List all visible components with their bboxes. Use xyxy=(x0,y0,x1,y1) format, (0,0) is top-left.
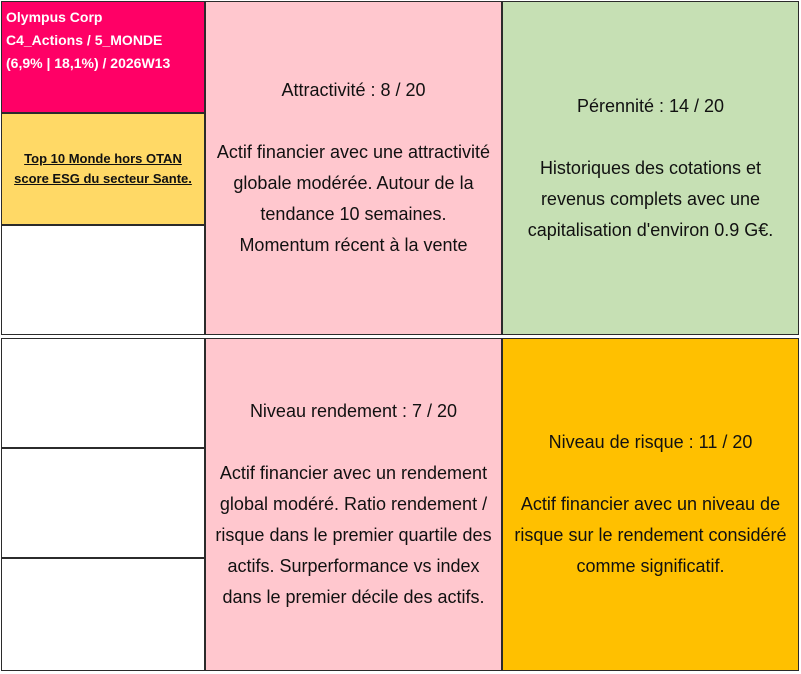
company-name: Olympus Corp xyxy=(6,9,103,25)
risque-heading: Niveau de risque : 11 / 20 xyxy=(548,432,753,452)
risque-text: Actif financier avec un niveau de risque sur le rendement considéré comme significatif. xyxy=(514,494,787,576)
rendement-heading: Niveau rendement : 7 / 20 xyxy=(249,401,458,421)
perennite-text: Historiques des cotations et revenus complets avec une capitalisation d'environ 0.9 G€. xyxy=(527,157,774,240)
attractivite-heading: Attractivité : 8 / 20 xyxy=(281,80,426,100)
perennite-heading: Pérennité : 14 / 20 xyxy=(576,95,725,116)
empty-cell xyxy=(1,338,205,448)
empty-cell xyxy=(1,225,205,335)
asset-stats: (6,9% | 18,1%) / 2026W13 xyxy=(6,55,171,71)
risque-panel xyxy=(502,338,799,671)
asset-title-block xyxy=(1,1,205,113)
rendement-panel xyxy=(205,338,502,671)
asset-category: C4_Actions / 5_MONDE xyxy=(6,32,163,48)
attractivite-text: Actif financier avec une attractivité globale modérée. Autour de la tendance 10 semaines. Momentum récent à la vente xyxy=(216,142,491,255)
rendement-text: Actif financier avec un rendement global modéré. Ratio rendement / risque dans le premier quartile des actifs. Surperformance vs index dans le premier décile des actifs. xyxy=(215,463,492,607)
ranking-link-cell xyxy=(1,113,205,225)
empty-cell xyxy=(1,558,205,671)
attractivite-panel xyxy=(205,1,502,335)
perennite-panel xyxy=(502,1,799,335)
ranking-link[interactable]: Top 10 Monde hors OTAN score ESG du secteur Sante. xyxy=(14,151,192,186)
empty-cell xyxy=(1,448,205,558)
